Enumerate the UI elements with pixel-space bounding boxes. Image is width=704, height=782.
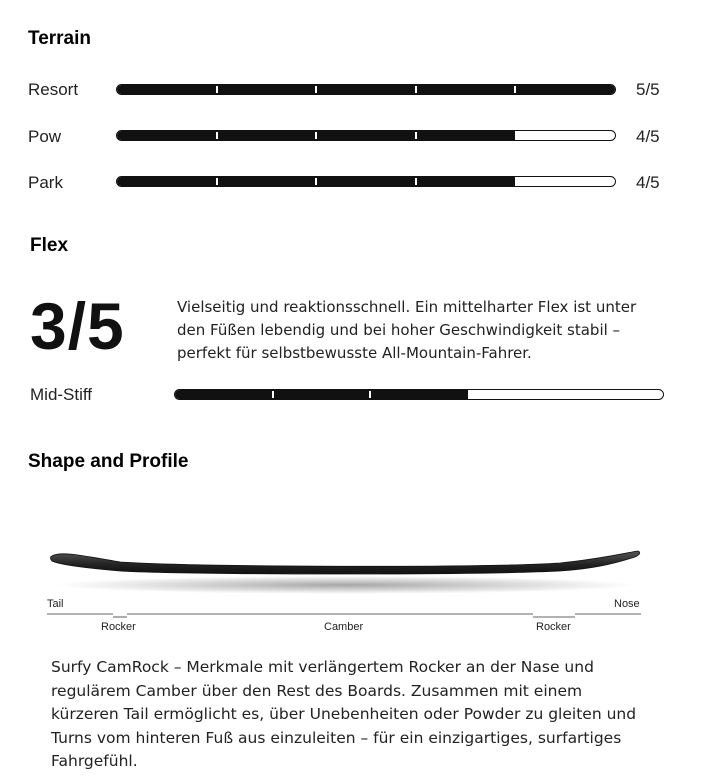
profile-label-tail: Tail (47, 598, 64, 610)
bar-segment-divider (216, 132, 218, 139)
terrain-score-pow: 4/5 (636, 127, 660, 146)
profile-label-nose: Nose (614, 598, 640, 610)
bar-segment-divider (415, 178, 417, 185)
flex-title: Flex (30, 235, 69, 256)
terrain-score-park: 4/5 (636, 173, 660, 192)
bar-segment-divider (315, 178, 317, 185)
terrain-bar-fill (117, 85, 615, 94)
bar-segment-divider (315, 86, 317, 93)
snowboard-icon (51, 551, 640, 574)
profile-label-camber: Camber (324, 621, 364, 633)
flex-bar-fill (175, 390, 468, 399)
terrain-bar-pow (116, 130, 616, 141)
flex-description: Vielseitig und reaktionsschnell. Ein mittelharter Flex ist unter den Füßen lebendig und bei hoher Geschwindigkeit stabil – perfekt für selbstbewusste All-Mountain-Fahrer. (177, 298, 637, 362)
terrain-bar-resort (116, 84, 616, 95)
bar-segment-divider (315, 132, 317, 139)
terrain-bar-park (116, 176, 616, 187)
terrain-score-resort: 5/5 (636, 80, 660, 99)
shape-title: Shape and Profile (28, 451, 189, 472)
flex-bar (174, 389, 664, 400)
profile-label-rocker-right: Rocker (536, 621, 571, 633)
bar-segment-divider (514, 86, 516, 93)
terrain-label-resort: Resort (28, 80, 79, 99)
board-shadow (55, 576, 635, 594)
terrain-label-pow: Pow (28, 127, 62, 146)
shape-description: Surfy CamRock – Merkmale mit verlängertem Rocker an der Nase und regulärem Camber über den Rest des Boards. Zusammen mit einem kürzeren Tail ermöglicht es, über Unebenheiten oder Powder zu gleiten und Turns vom hinteren Fuß aus einzuleiten – für ein einzigartiges, surfartiges Fahrgefühl. (51, 658, 637, 770)
bar-segment-divider (216, 178, 218, 185)
flex-score: 3/5 (30, 289, 125, 363)
bar-segment-divider (272, 391, 274, 398)
bar-segment-divider (216, 86, 218, 93)
bar-segment-divider (415, 132, 417, 139)
profile-label-rocker-left: Rocker (101, 621, 136, 633)
terrain-title: Terrain (28, 28, 92, 49)
terrain-label-park: Park (28, 173, 63, 192)
flex-level-label: Mid-Stiff (30, 385, 93, 404)
bar-segment-divider (369, 391, 371, 398)
bar-segment-divider (415, 86, 417, 93)
